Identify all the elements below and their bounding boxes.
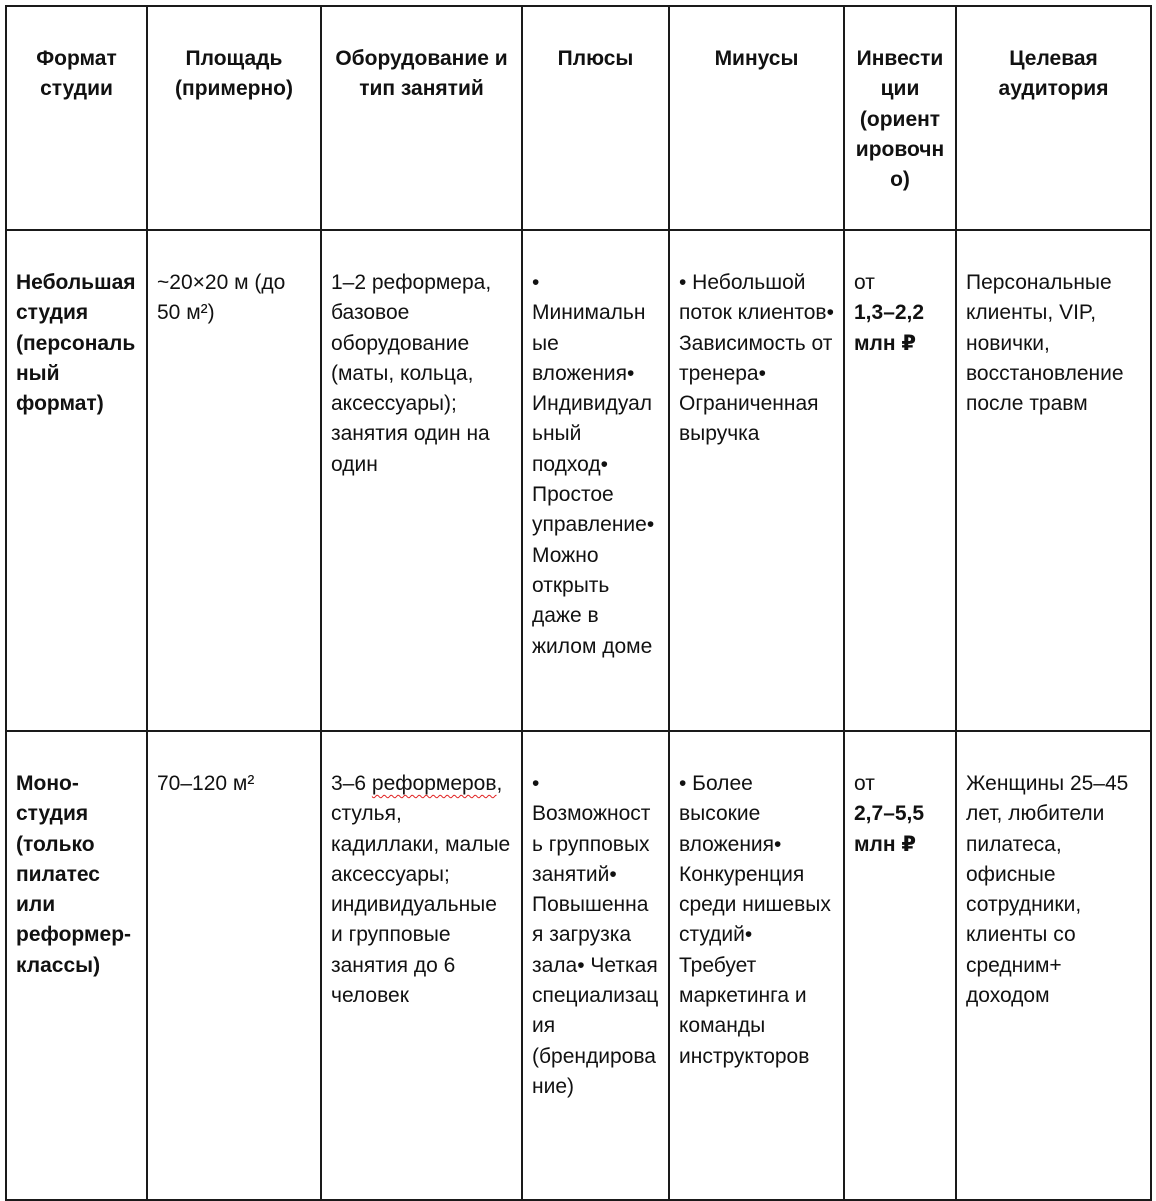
- cell-audience: Женщины 25–45 лет, любители пилатеса, офисные сотрудники, клиенты со средним+ доходом: [956, 731, 1151, 1200]
- table-row: [6, 230, 1151, 731]
- investment-value: 1,3–2,2 млн ₽: [854, 301, 925, 355]
- cell-pros: • Минимальные вложения• Индивидуальный подход• Простое управление• Можно открыть даже в жилом доме: [522, 230, 669, 731]
- header-pros: Плюсы: [522, 6, 669, 230]
- header-audience: Целевая аудитория: [956, 6, 1151, 230]
- table-row: [6, 731, 1151, 1200]
- cell-format: Небольшая студия (персональный формат): [6, 230, 147, 731]
- cell-equipment: [321, 731, 522, 1200]
- header-cons: Минусы: [669, 6, 844, 230]
- cell-investment: [844, 731, 956, 1200]
- cell-area: ~20×20 м (до 50 м²): [147, 230, 321, 731]
- cell-investment: [844, 230, 956, 731]
- studio-comparison-table: [5, 5, 1152, 1201]
- investment-prefix: от: [854, 772, 875, 795]
- header-format: Формат студии: [6, 6, 147, 230]
- equipment-text-start: 3–6: [331, 772, 367, 795]
- cell-format: Моно-студия (только пилатес или реформер-классы): [6, 731, 147, 1200]
- header-equipment: Оборудование и тип занятий: [321, 6, 522, 230]
- header-area: Площадь (примерно): [147, 6, 321, 230]
- header-row: [6, 6, 1151, 230]
- header-investment: Инвестиции (ориентировочно): [844, 6, 956, 230]
- cell-equipment: 1–2 реформера, базовое оборудование (маты, кольца, аксессуары); занятия один на один: [321, 230, 522, 731]
- investment-prefix: от: [854, 271, 875, 294]
- cell-cons: • Более высокие вложения• Конкуренция среди нишевых студий• Требует маркетинга и команды инструкторов: [669, 731, 844, 1200]
- equipment-text-end: , стулья, кадиллаки, малые аксессуары; индивидуальные и групповые занятия до 6 человек: [331, 772, 511, 1008]
- cell-area: 70–120 м²: [147, 731, 321, 1200]
- cell-audience: Персональные клиенты, VIP, новички, восстановление после травм: [956, 230, 1151, 731]
- cell-pros: • Возможность групповых занятий• Повышенная загрузка зала• Четкая специализация (брендирование): [522, 731, 669, 1200]
- spellcheck-flagged-word[interactable]: реформеров: [371, 772, 497, 795]
- investment-value: 2,7–5,5 млн ₽: [854, 802, 925, 856]
- cell-cons: • Небольшой поток клиентов• Зависимость от тренера• Ограниченная выручка: [669, 230, 844, 731]
